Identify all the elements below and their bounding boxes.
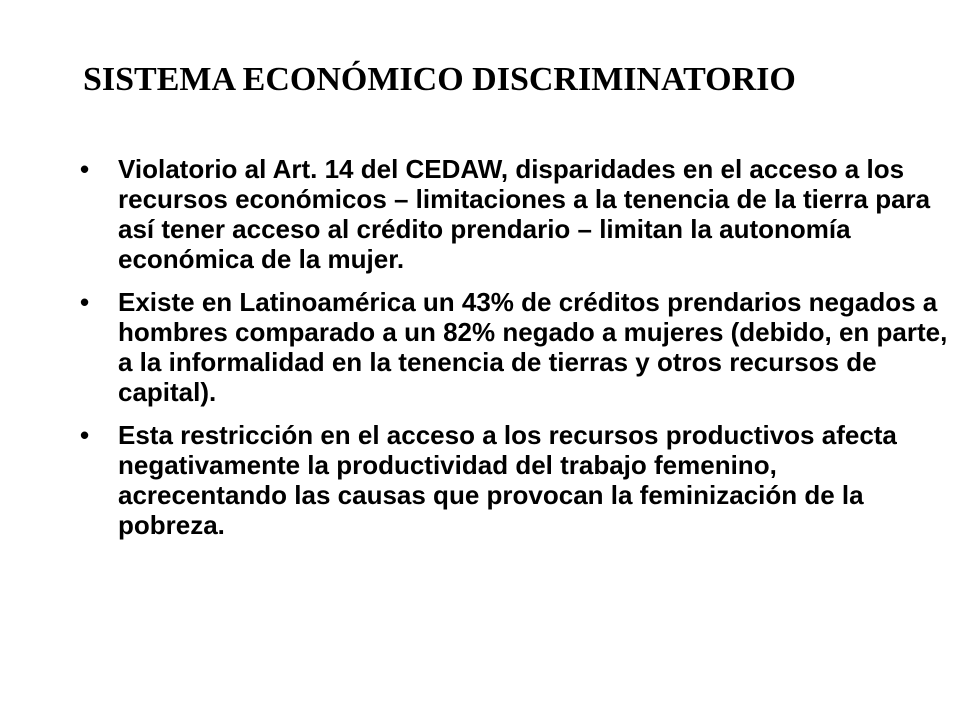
- bullet-text: Violatorio al Art. 14 del CEDAW, disparidades en el acceso a los recursos económicos – limitaciones a la tenencia de la tierra para así tener acceso al crédito prendario – limitan la autonomía económica de la mujer.: [118, 154, 931, 274]
- bullet-item: [80, 154, 952, 274]
- slide-title: SISTEMA ECONÓMICO DISCRIMINATORIO: [83, 61, 796, 98]
- bullet-item: [80, 420, 952, 540]
- bullet-list: [80, 154, 952, 553]
- bullet-item: [80, 287, 952, 407]
- bullet-dot-icon: •: [80, 154, 90, 184]
- bullet-text: Esta restricción en el acceso a los recursos productivos afecta negativamente la productividad del trabajo femenino, acrecentando las causas que provocan la feminización de la pobreza.: [118, 420, 897, 540]
- bullet-text: Existe en Latinoamérica un 43% de créditos prendarios negados a hombres comparado a un 82% negado a mujeres (debido, en parte, a la informalidad en la tenencia de tierras y otros recursos de capital).: [118, 287, 948, 407]
- bullet-dot-icon: •: [80, 287, 90, 317]
- bullet-dot-icon: •: [80, 420, 90, 450]
